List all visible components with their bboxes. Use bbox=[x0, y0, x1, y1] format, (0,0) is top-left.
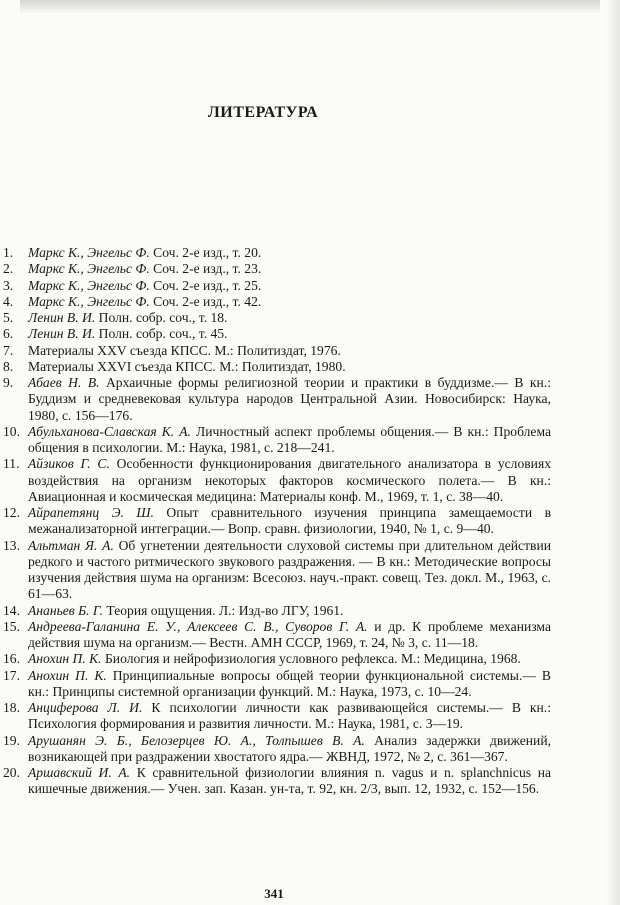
reference-item bbox=[3, 456, 551, 505]
reference-item bbox=[3, 278, 551, 294]
reference-author: Абаев Н. В. bbox=[28, 375, 100, 390]
reference-item bbox=[3, 651, 551, 667]
reference-number: 9. bbox=[3, 375, 14, 390]
page-number: 341 bbox=[264, 886, 284, 901]
reference-text: Анализ задержки движений, возникающей при раздражении хвостатого ядра.— ЖВНД, 1972, № 2, с. 361—367. bbox=[28, 732, 552, 764]
page-heading: ЛИТЕРАТУРА bbox=[207, 104, 319, 121]
reference-author: Ананьев Б. Г. bbox=[28, 602, 104, 618]
reference-number: 12. bbox=[3, 505, 20, 520]
reference-number: 8. bbox=[3, 358, 14, 374]
reference-text: Полн. собр. соч., т. 45. bbox=[95, 326, 228, 342]
reference-text: Материалы XXV съезда КПСС. М.: Политиздат, 1976. bbox=[28, 342, 341, 358]
reference-text: Соч. 2-е изд., т. 42. bbox=[149, 293, 262, 309]
reference-item bbox=[3, 538, 551, 603]
reference-author: Маркс К., Энгельс Ф. bbox=[28, 293, 150, 309]
reference-item bbox=[3, 733, 551, 766]
scan-shadow-right bbox=[606, 0, 620, 905]
reference-text: Теория ощущения. Л.: Изд-во ЛГУ, 1961. bbox=[103, 602, 344, 618]
reference-item bbox=[3, 359, 551, 375]
reference-number: 17. bbox=[3, 667, 20, 683]
reference-number: 3. bbox=[3, 277, 14, 293]
reference-text: Полн. собр. соч., т. 18. bbox=[95, 310, 228, 325]
reference-number: 15. bbox=[3, 618, 20, 634]
reference-text: Особенности функционирования двигательного анализатора в условиях воздействия на организм некоторых факторов космического полета.— В кн.: Авиационная и космическая медицина: Материалы конф. М., 1969, т. 1, с. 38—40. bbox=[28, 456, 551, 504]
reference-author: Ленин В. И. bbox=[28, 326, 96, 342]
reference-number: 14. bbox=[3, 602, 20, 618]
reference-text: Биология и нейрофизиология условного рефлекса. М.: Медицина, 1968. bbox=[101, 651, 521, 667]
reference-author: Айзиков Г. С. bbox=[28, 456, 110, 472]
reference-text: К сравнительной физиологии влияния n. vagus и n. splanchnicus на кишечные движения.— Учен. зап. Казан. ун-та, т. 92, кн. 2/3, вып. 12, 1932, с. 152—156. bbox=[28, 765, 551, 797]
reference-author: Анохин П. К. bbox=[28, 651, 102, 667]
reference-item bbox=[3, 765, 551, 798]
reference-author: Абульханова-Славская К. А. bbox=[28, 423, 191, 439]
reference-text: и др. К проблеме механизма действия шума на организм.— Вестн. АМН СССР, 1969, т. 24, № 3, с. 11—18. bbox=[28, 618, 551, 650]
reference-item bbox=[3, 375, 551, 424]
reference-text: Опыт сравнительного изучения принципа замещаемости в межанализаторной интеграции.— Вопр. сравн. физиологии, 1940, № 1, с. 9—40. bbox=[28, 505, 551, 537]
reference-number: 19. bbox=[3, 732, 20, 748]
reference-number: 11. bbox=[3, 456, 20, 472]
reference-number: 4. bbox=[3, 293, 14, 309]
reference-number: 1. bbox=[3, 245, 14, 260]
reference-item bbox=[3, 343, 551, 359]
reference-text: Соч. 2-е изд., т. 20. bbox=[149, 245, 262, 260]
reference-author: Аршавский И. А. bbox=[28, 765, 131, 780]
reference-item bbox=[3, 619, 551, 652]
reference-item bbox=[3, 424, 551, 457]
reference-number: 13. bbox=[3, 537, 20, 553]
reference-number: 18. bbox=[3, 700, 20, 715]
reference-text: Соч. 2-е изд., т. 25. bbox=[149, 277, 262, 293]
reference-item bbox=[3, 261, 551, 277]
reference-item bbox=[3, 326, 551, 342]
reference-item bbox=[3, 505, 551, 538]
reference-text: Архаичные формы религиозной теории и практики в буддизме.— В кн.: Буддизм и средневековая культура народов Центральной Азии. Новосибирск: Наука, 1980, с. 156—176. bbox=[28, 375, 551, 423]
reference-author: Маркс К., Энгельс Ф. bbox=[28, 277, 150, 293]
reference-item bbox=[3, 245, 551, 261]
reference-author: Альтман Я. А. bbox=[28, 537, 114, 553]
reference-author: Айрапетянц Э. Ш. bbox=[28, 505, 154, 520]
reference-text: Личностный аспект проблемы общения.— В кн.: Проблема общения в психологии. М.: Наука, 1981, с. 218—241. bbox=[28, 423, 552, 455]
reference-text: К психологии личности как развивающейся системы.— В кн.: Психология формирования и развития личности. М.: Наука, 1981, с. 3—19. bbox=[28, 700, 551, 732]
reference-number: 10. bbox=[3, 423, 20, 439]
reference-list bbox=[3, 245, 551, 798]
reference-author: Ленин В. И. bbox=[28, 310, 96, 325]
reference-author: Андреева-Галанина Е. У., Алексеев С. В., Суворов Г. А. bbox=[28, 618, 368, 634]
reference-item bbox=[3, 603, 551, 619]
reference-item bbox=[3, 294, 551, 310]
reference-text: Принципиальные вопросы общей теории функциональной системы.— В кн.: Принципы системной организации функций. М.: Наука, 1973, с. 10—24. bbox=[28, 667, 551, 699]
reference-author: Маркс К., Энгельс Ф. bbox=[28, 261, 150, 277]
reference-author: Анциферова Л. И. bbox=[28, 700, 143, 715]
reference-number: 6. bbox=[3, 326, 14, 342]
reference-author: Анохин П. К. bbox=[28, 667, 107, 683]
reference-number: 16. bbox=[3, 651, 20, 667]
reference-author: Маркс К., Энгельс Ф. bbox=[28, 245, 150, 260]
reference-item bbox=[3, 700, 551, 733]
scan-shadow-top bbox=[20, 0, 600, 14]
reference-number: 2. bbox=[3, 261, 14, 277]
reference-text: Соч. 2-е изд., т. 23. bbox=[149, 261, 262, 277]
reference-number: 20. bbox=[3, 765, 20, 780]
reference-text: Об угнетении деятельности слуховой системы при длительном действии редкого и частого ритмического звукового раздражения. — В кн.: Методические вопросы изучения действия шума на организм: Всесоюз. науч.-практ. совещ. Тез. докл. М., 1963, с. 61—63. bbox=[28, 537, 551, 602]
reference-author: Арушанян Э. Б., Белозерцев Ю. А., Толпышев В. А. bbox=[28, 732, 365, 748]
reference-item bbox=[3, 310, 551, 326]
reference-number: 7. bbox=[3, 342, 14, 358]
reference-number: 5. bbox=[3, 310, 14, 325]
reference-text: Материалы XXVI съезда КПСС. М.: Политиздат, 1980. bbox=[28, 358, 346, 374]
reference-item bbox=[3, 668, 551, 701]
